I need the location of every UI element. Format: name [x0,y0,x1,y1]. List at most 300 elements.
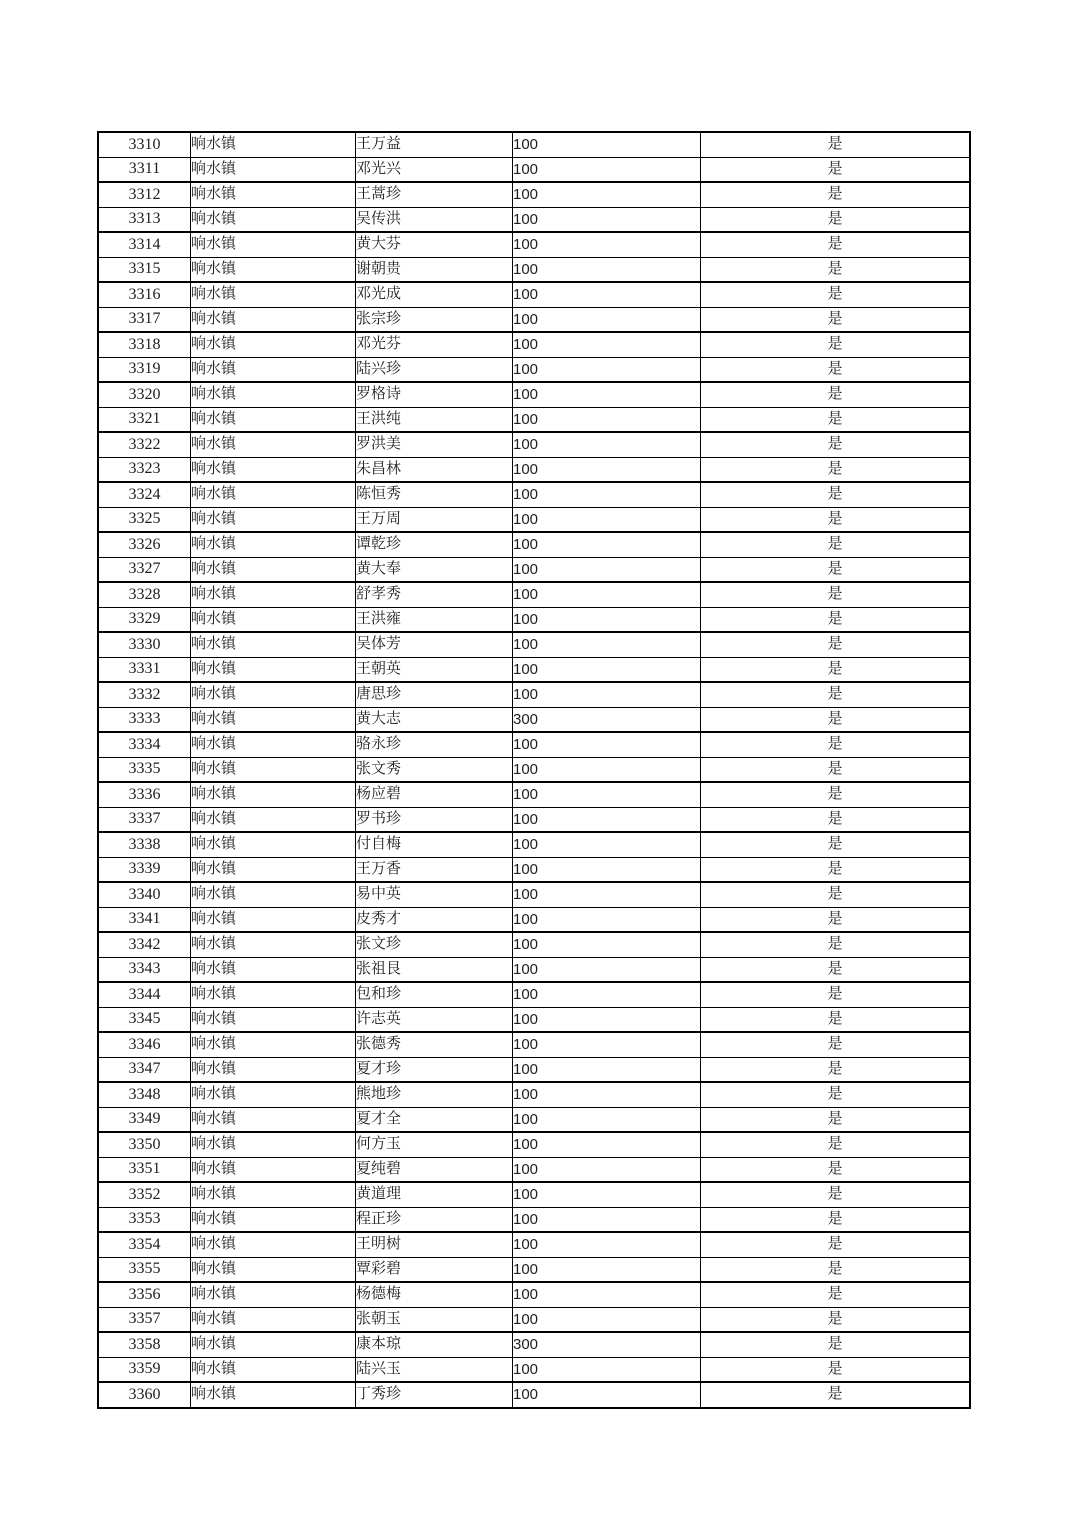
amount-cell: 300 [513,1332,701,1357]
confirmed-cell: 是 [701,1107,971,1132]
town-cell: 响水镇 [191,682,356,707]
town-cell: 响水镇 [191,207,356,232]
table-row [98,1032,970,1057]
confirmed-cell: 是 [701,982,971,1007]
confirmed-cell: 是 [701,807,971,832]
row-number-cell: 3310 [98,132,191,157]
town-cell: 响水镇 [191,1282,356,1307]
town-cell: 响水镇 [191,957,356,982]
amount-cell: 100 [513,132,701,157]
confirmed-cell: 是 [701,1307,971,1332]
amount-cell: 100 [513,1382,701,1408]
amount-cell: 100 [513,332,701,357]
town-cell: 响水镇 [191,607,356,632]
person-name-cell: 覃彩碧 [356,1257,513,1282]
confirmed-cell: 是 [701,257,971,282]
person-name-cell: 陆兴珍 [356,357,513,382]
table-row [98,207,970,232]
town-cell: 响水镇 [191,1257,356,1282]
table-row [98,882,970,907]
town-cell: 响水镇 [191,232,356,257]
confirmed-cell: 是 [701,832,971,857]
row-number-cell: 3345 [98,1007,191,1032]
confirmed-cell: 是 [701,1032,971,1057]
row-number-cell: 3314 [98,232,191,257]
person-name-cell: 王明树 [356,1232,513,1257]
table-row [98,632,970,657]
amount-cell: 100 [513,1182,701,1207]
amount-cell: 100 [513,557,701,582]
town-cell: 响水镇 [191,1207,356,1232]
person-name-cell: 王万香 [356,857,513,882]
town-cell: 响水镇 [191,832,356,857]
town-cell: 响水镇 [191,1107,356,1132]
town-cell: 响水镇 [191,1232,356,1257]
table-row [98,157,970,182]
person-name-cell: 张朝玉 [356,1307,513,1332]
confirmed-cell: 是 [701,407,971,432]
confirmed-cell: 是 [701,282,971,307]
amount-cell: 100 [513,682,701,707]
row-number-cell: 3318 [98,332,191,357]
row-number-cell: 3328 [98,582,191,607]
town-cell: 响水镇 [191,257,356,282]
town-cell: 响水镇 [191,382,356,407]
amount-cell: 100 [513,482,701,507]
amount-cell: 100 [513,507,701,532]
amount-cell: 100 [513,1307,701,1332]
amount-cell: 100 [513,432,701,457]
person-name-cell: 黄大奉 [356,557,513,582]
table-row [98,457,970,482]
town-cell: 响水镇 [191,307,356,332]
confirmed-cell: 是 [701,1382,971,1408]
town-cell: 响水镇 [191,132,356,157]
row-number-cell: 3333 [98,707,191,732]
town-cell: 响水镇 [191,757,356,782]
confirmed-cell: 是 [701,482,971,507]
row-number-cell: 3335 [98,757,191,782]
town-cell: 响水镇 [191,407,356,432]
confirmed-cell: 是 [701,1207,971,1232]
table-row [98,857,970,882]
row-number-cell: 3353 [98,1207,191,1232]
town-cell: 响水镇 [191,882,356,907]
person-name-cell: 朱昌林 [356,457,513,482]
person-name-cell: 邓光兴 [356,157,513,182]
person-name-cell: 何方玉 [356,1132,513,1157]
row-number-cell: 3355 [98,1257,191,1282]
row-number-cell: 3344 [98,982,191,1007]
town-cell: 响水镇 [191,282,356,307]
confirmed-cell: 是 [701,132,971,157]
table-row [98,1007,970,1032]
town-cell: 响水镇 [191,432,356,457]
table-row [98,732,970,757]
confirmed-cell: 是 [701,782,971,807]
person-name-cell: 程正珍 [356,1207,513,1232]
person-name-cell: 吴体芳 [356,632,513,657]
person-name-cell: 张宗珍 [356,307,513,332]
table-row [98,1082,970,1107]
row-number-cell: 3350 [98,1132,191,1157]
row-number-cell: 3329 [98,607,191,632]
amount-cell: 100 [513,232,701,257]
row-number-cell: 3341 [98,907,191,932]
table-row [98,1232,970,1257]
amount-cell: 100 [513,657,701,682]
confirmed-cell: 是 [701,157,971,182]
confirmed-cell: 是 [701,1332,971,1357]
person-name-cell: 黄大志 [356,707,513,732]
table-row [98,957,970,982]
confirmed-cell: 是 [701,307,971,332]
table-row [98,807,970,832]
confirmed-cell: 是 [701,882,971,907]
town-cell: 响水镇 [191,782,356,807]
confirmed-cell: 是 [701,382,971,407]
table-row [98,1157,970,1182]
table-row [98,482,970,507]
town-cell: 响水镇 [191,932,356,957]
confirmed-cell: 是 [701,1182,971,1207]
row-number-cell: 3326 [98,532,191,557]
row-number-cell: 3339 [98,857,191,882]
town-cell: 响水镇 [191,182,356,207]
table-row [98,1307,970,1332]
table-row [98,532,970,557]
amount-cell: 100 [513,532,701,557]
amount-cell: 100 [513,907,701,932]
table-row [98,932,970,957]
town-cell: 响水镇 [191,1357,356,1382]
amount-cell: 100 [513,357,701,382]
row-number-cell: 3332 [98,682,191,707]
table-row [98,657,970,682]
person-name-cell: 杨应碧 [356,782,513,807]
town-cell: 响水镇 [191,557,356,582]
town-cell: 响水镇 [191,482,356,507]
person-name-cell: 黄道理 [356,1182,513,1207]
person-name-cell: 包和珍 [356,982,513,1007]
row-number-cell: 3323 [98,457,191,482]
amount-cell: 100 [513,1032,701,1057]
row-number-cell: 3331 [98,657,191,682]
table-row [98,557,970,582]
confirmed-cell: 是 [701,207,971,232]
amount-cell: 100 [513,1157,701,1182]
town-cell: 响水镇 [191,1157,356,1182]
person-name-cell: 易中英 [356,882,513,907]
person-name-cell: 谭乾珍 [356,532,513,557]
table-row [98,1257,970,1282]
person-name-cell: 陆兴玉 [356,1357,513,1382]
row-number-cell: 3346 [98,1032,191,1057]
person-name-cell: 康本琼 [356,1332,513,1357]
confirmed-cell: 是 [701,1057,971,1082]
person-name-cell: 谢朝贵 [356,257,513,282]
town-cell: 响水镇 [191,1132,356,1157]
town-cell: 响水镇 [191,1182,356,1207]
person-name-cell: 付自梅 [356,832,513,857]
town-cell: 响水镇 [191,1057,356,1082]
row-number-cell: 3359 [98,1357,191,1382]
table-row [98,757,970,782]
person-name-cell: 夏才珍 [356,1057,513,1082]
row-number-cell: 3356 [98,1282,191,1307]
confirmed-cell: 是 [701,1357,971,1382]
amount-cell: 100 [513,957,701,982]
confirmed-cell: 是 [701,1232,971,1257]
amount-cell: 100 [513,157,701,182]
amount-cell: 100 [513,307,701,332]
person-name-cell: 陈恒秀 [356,482,513,507]
row-number-cell: 3334 [98,732,191,757]
amount-cell: 100 [513,1132,701,1157]
town-cell: 响水镇 [191,1032,356,1057]
town-cell: 响水镇 [191,582,356,607]
document-page [97,131,971,1409]
amount-cell: 100 [513,1082,701,1107]
table-row [98,832,970,857]
amount-cell: 100 [513,1232,701,1257]
confirmed-cell: 是 [701,357,971,382]
amount-cell: 100 [513,857,701,882]
amount-cell: 100 [513,1107,701,1132]
row-number-cell: 3316 [98,282,191,307]
town-cell: 响水镇 [191,857,356,882]
amount-cell: 100 [513,1007,701,1032]
amount-cell: 100 [513,882,701,907]
table-row [98,407,970,432]
amount-cell: 100 [513,982,701,1007]
table-row [98,257,970,282]
town-cell: 响水镇 [191,357,356,382]
town-cell: 响水镇 [191,532,356,557]
amount-cell: 100 [513,582,701,607]
confirmed-cell: 是 [701,182,971,207]
person-name-cell: 王蒿珍 [356,182,513,207]
confirmed-cell: 是 [701,1282,971,1307]
table-row [98,1282,970,1307]
town-cell: 响水镇 [191,507,356,532]
row-number-cell: 3347 [98,1057,191,1082]
town-cell: 响水镇 [191,1082,356,1107]
row-number-cell: 3320 [98,382,191,407]
person-name-cell: 吴传洪 [356,207,513,232]
town-cell: 响水镇 [191,1307,356,1332]
amount-cell: 100 [513,807,701,832]
confirmed-cell: 是 [701,1082,971,1107]
confirmed-cell: 是 [701,457,971,482]
person-name-cell: 黄大芬 [356,232,513,257]
table-row [98,132,970,157]
town-cell: 响水镇 [191,157,356,182]
row-number-cell: 3311 [98,157,191,182]
table-row [98,1207,970,1232]
town-cell: 响水镇 [191,732,356,757]
confirmed-cell: 是 [701,957,971,982]
person-name-cell: 罗格诗 [356,382,513,407]
amount-cell: 100 [513,1057,701,1082]
town-cell: 响水镇 [191,1332,356,1357]
amount-cell: 100 [513,282,701,307]
table-row [98,782,970,807]
row-number-cell: 3312 [98,182,191,207]
row-number-cell: 3330 [98,632,191,657]
amount-cell: 100 [513,457,701,482]
person-name-cell: 罗书珍 [356,807,513,832]
confirmed-cell: 是 [701,232,971,257]
table-row [98,332,970,357]
confirmed-cell: 是 [701,857,971,882]
row-number-cell: 3315 [98,257,191,282]
confirmed-cell: 是 [701,1157,971,1182]
confirmed-cell: 是 [701,332,971,357]
confirmed-cell: 是 [701,907,971,932]
town-cell: 响水镇 [191,657,356,682]
row-number-cell: 3325 [98,507,191,532]
town-cell: 响水镇 [191,807,356,832]
amount-cell: 100 [513,607,701,632]
amount-cell: 100 [513,832,701,857]
amount-cell: 100 [513,257,701,282]
confirmed-cell: 是 [701,1132,971,1157]
row-number-cell: 3342 [98,932,191,957]
person-name-cell: 熊地珍 [356,1082,513,1107]
row-number-cell: 3324 [98,482,191,507]
row-number-cell: 3340 [98,882,191,907]
person-name-cell: 邓光成 [356,282,513,307]
amount-cell: 300 [513,707,701,732]
row-number-cell: 3348 [98,1082,191,1107]
confirmed-cell: 是 [701,932,971,957]
town-cell: 响水镇 [191,1007,356,1032]
row-number-cell: 3343 [98,957,191,982]
town-cell: 响水镇 [191,907,356,932]
table-row [98,307,970,332]
table-body [98,132,970,1408]
town-cell: 响水镇 [191,332,356,357]
confirmed-cell: 是 [701,582,971,607]
confirmed-cell: 是 [701,732,971,757]
table-row [98,907,970,932]
table-row [98,1107,970,1132]
row-number-cell: 3337 [98,807,191,832]
person-name-cell: 张文珍 [356,932,513,957]
amount-cell: 100 [513,1257,701,1282]
person-name-cell: 舒孝秀 [356,582,513,607]
table-row [98,707,970,732]
confirmed-cell: 是 [701,432,971,457]
subsidy-table [97,131,971,1409]
person-name-cell: 夏才全 [356,1107,513,1132]
amount-cell: 100 [513,782,701,807]
row-number-cell: 3358 [98,1332,191,1357]
town-cell: 响水镇 [191,1382,356,1408]
table-row [98,682,970,707]
amount-cell: 100 [513,757,701,782]
row-number-cell: 3317 [98,307,191,332]
town-cell: 响水镇 [191,707,356,732]
row-number-cell: 3313 [98,207,191,232]
person-name-cell: 张德秀 [356,1032,513,1057]
table-row [98,182,970,207]
row-number-cell: 3322 [98,432,191,457]
town-cell: 响水镇 [191,457,356,482]
person-name-cell: 王万周 [356,507,513,532]
table-row [98,232,970,257]
confirmed-cell: 是 [701,1257,971,1282]
person-name-cell: 邓光芬 [356,332,513,357]
person-name-cell: 许志英 [356,1007,513,1032]
table-row [98,1057,970,1082]
confirmed-cell: 是 [701,632,971,657]
table-row [98,1357,970,1382]
confirmed-cell: 是 [701,1007,971,1032]
table-row [98,1332,970,1357]
person-name-cell: 罗洪美 [356,432,513,457]
table-row [98,1132,970,1157]
row-number-cell: 3321 [98,407,191,432]
amount-cell: 100 [513,1357,701,1382]
table-row [98,1182,970,1207]
person-name-cell: 丁秀珍 [356,1382,513,1408]
table-row [98,282,970,307]
amount-cell: 100 [513,632,701,657]
confirmed-cell: 是 [701,607,971,632]
row-number-cell: 3351 [98,1157,191,1182]
amount-cell: 100 [513,407,701,432]
person-name-cell: 唐思珍 [356,682,513,707]
confirmed-cell: 是 [701,707,971,732]
person-name-cell: 张祖艮 [356,957,513,982]
confirmed-cell: 是 [701,507,971,532]
person-name-cell: 夏纯碧 [356,1157,513,1182]
table-row [98,982,970,1007]
person-name-cell: 王朝英 [356,657,513,682]
confirmed-cell: 是 [701,532,971,557]
table-row [98,382,970,407]
table-row [98,432,970,457]
row-number-cell: 3338 [98,832,191,857]
confirmed-cell: 是 [701,682,971,707]
town-cell: 响水镇 [191,982,356,1007]
row-number-cell: 3327 [98,557,191,582]
person-name-cell: 王洪雍 [356,607,513,632]
row-number-cell: 3352 [98,1182,191,1207]
amount-cell: 100 [513,1282,701,1307]
person-name-cell: 王万益 [356,132,513,157]
row-number-cell: 3360 [98,1382,191,1408]
amount-cell: 100 [513,1207,701,1232]
row-number-cell: 3336 [98,782,191,807]
row-number-cell: 3319 [98,357,191,382]
row-number-cell: 3349 [98,1107,191,1132]
confirmed-cell: 是 [701,657,971,682]
person-name-cell: 杨德梅 [356,1282,513,1307]
table-row [98,507,970,532]
town-cell: 响水镇 [191,632,356,657]
amount-cell: 100 [513,182,701,207]
confirmed-cell: 是 [701,757,971,782]
person-name-cell: 王洪纯 [356,407,513,432]
person-name-cell: 皮秀才 [356,907,513,932]
row-number-cell: 3357 [98,1307,191,1332]
table-row [98,1382,970,1408]
table-row [98,582,970,607]
table-row [98,357,970,382]
